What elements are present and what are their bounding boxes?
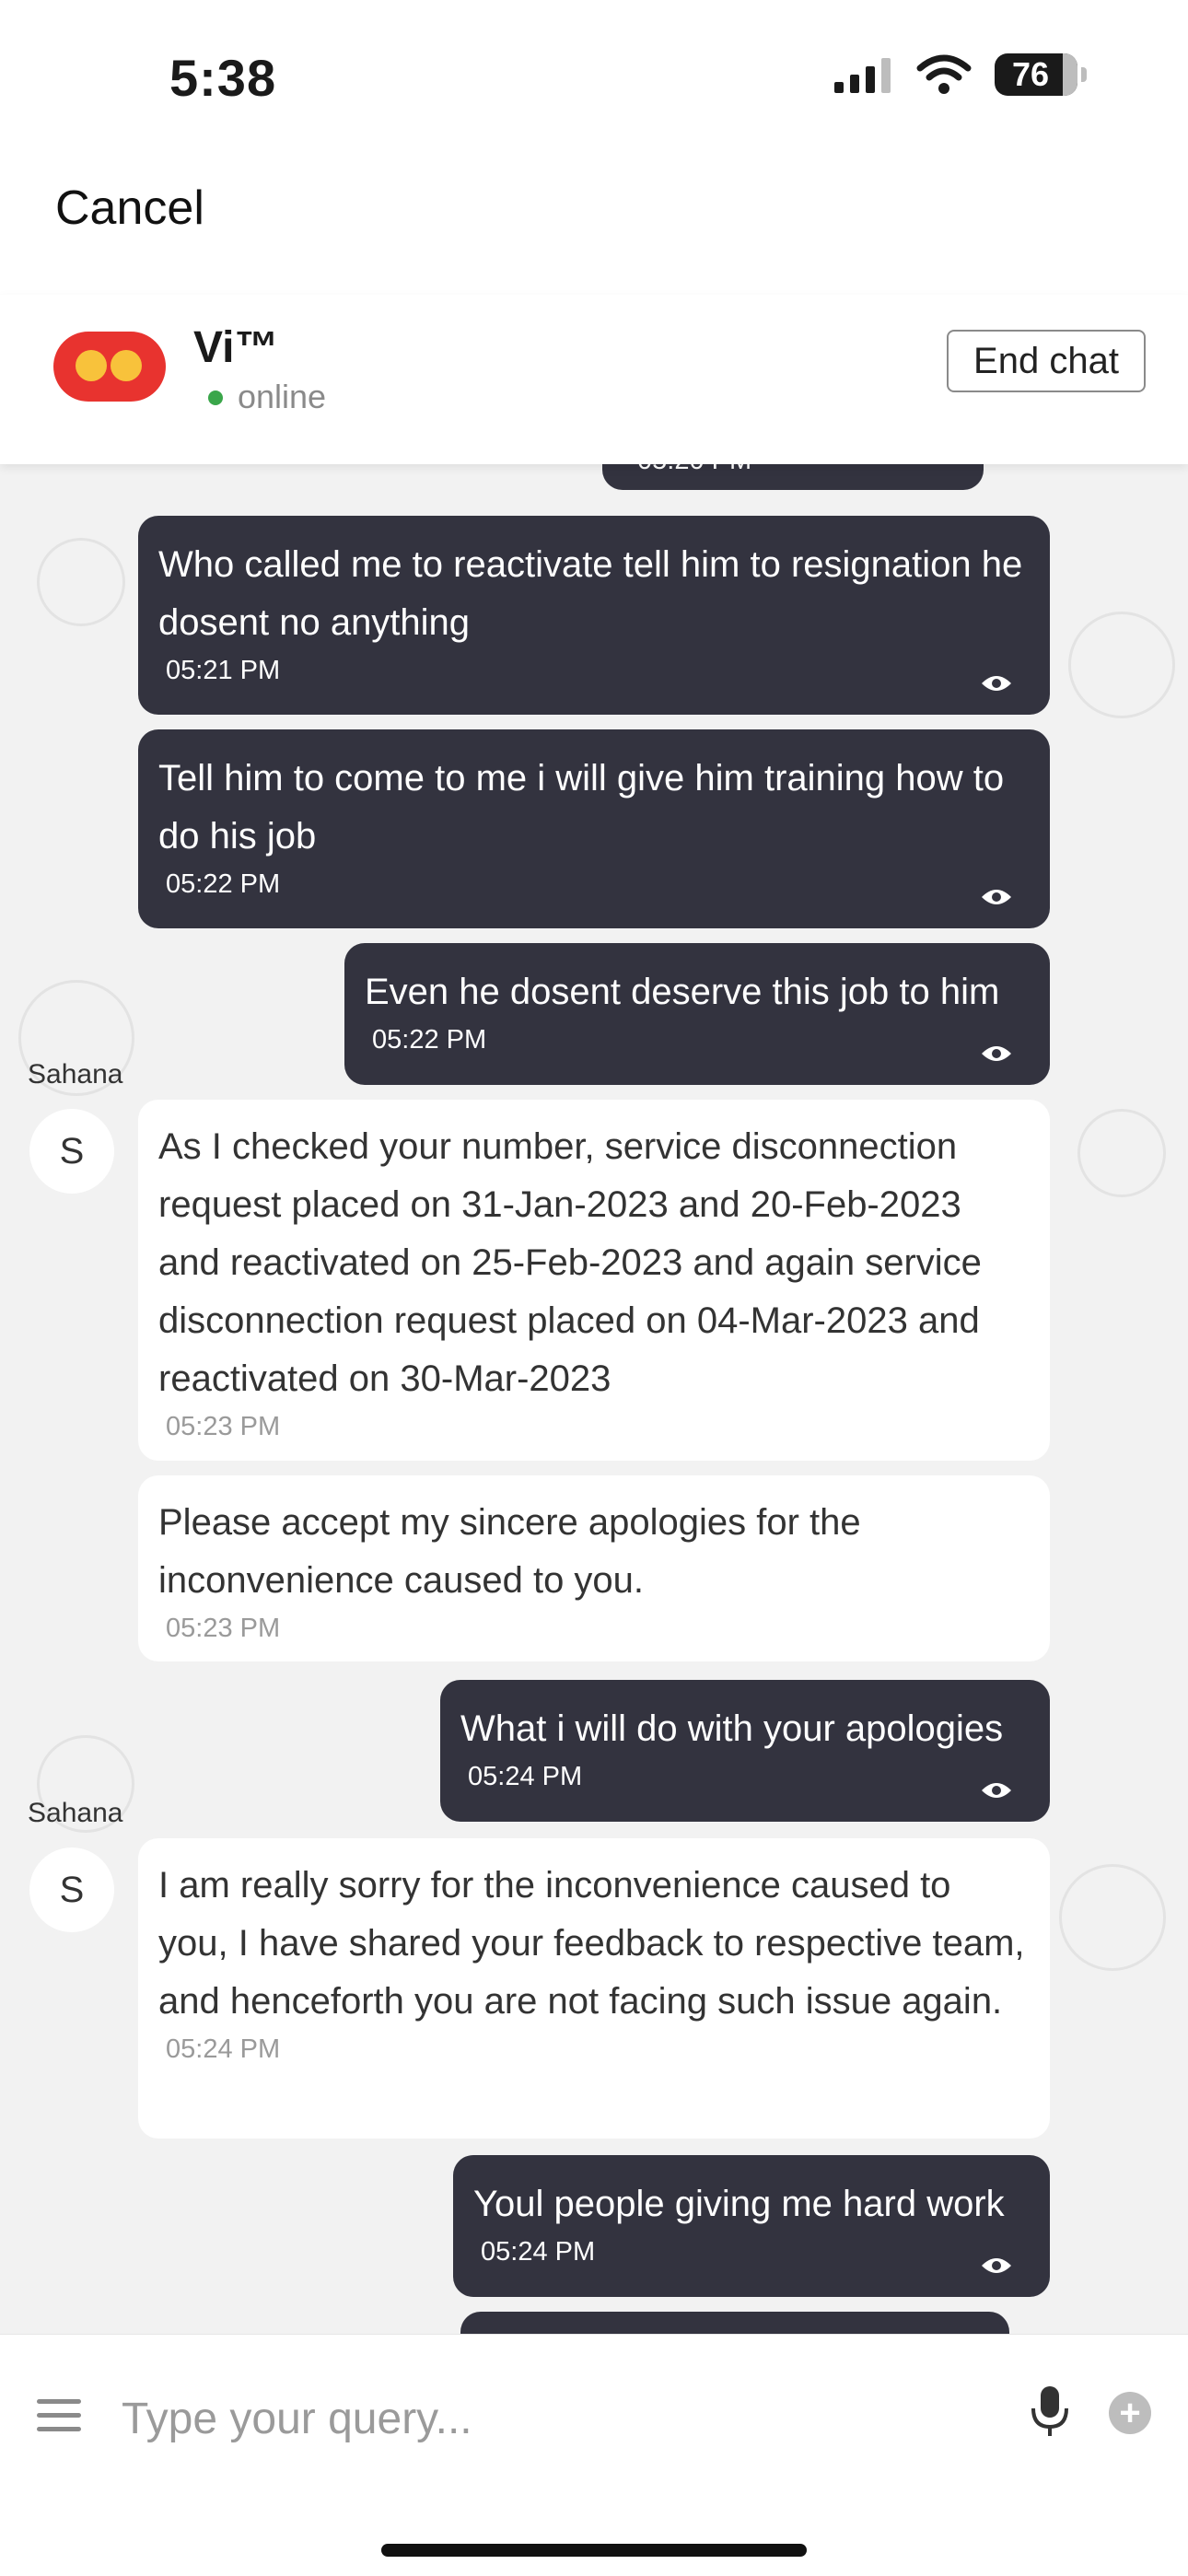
online-status-dot bbox=[208, 390, 223, 405]
message-text: Even he dosent deserve this job to him bbox=[365, 972, 1000, 1012]
message-time: 05:22 PM bbox=[372, 1025, 487, 1055]
microphone-icon[interactable] bbox=[1030, 2384, 1070, 2440]
message-text: Tell him to come to me i will give him training how to do his job bbox=[158, 758, 1005, 857]
message-text: As I checked your number, service disconnection request placed on 31-Jan-2023 and 20-Feb-2023 and reactivated on 25-Feb-2023 and again service disconnection request placed on 04-Mar-2023 and reactivated on 30-Mar-2023 bbox=[158, 1126, 982, 1399]
message-agent bbox=[138, 1838, 1050, 2139]
message-user bbox=[344, 943, 1050, 1085]
background-doodle bbox=[1077, 1109, 1166, 1197]
message-time: 05:24 PM bbox=[481, 2237, 596, 2267]
seen-eye-icon bbox=[980, 672, 1013, 694]
message-user bbox=[138, 729, 1050, 928]
wifi-icon bbox=[917, 55, 971, 94]
add-attachment-icon[interactable]: + bbox=[1109, 2392, 1151, 2434]
seen-eye-icon bbox=[980, 1779, 1013, 1801]
agent-avatar: S bbox=[29, 1847, 114, 1932]
chat-header bbox=[0, 295, 1188, 464]
sender-name: Sahana bbox=[28, 1798, 123, 1828]
message-time: 05:21 PM bbox=[166, 656, 281, 685]
status-time: 5:38 bbox=[169, 49, 277, 107]
background-doodle bbox=[1059, 1864, 1166, 1971]
agent-name: Vi™ bbox=[193, 323, 279, 372]
message-text: What i will do with your apologies bbox=[460, 1708, 1004, 1749]
message-user bbox=[440, 1680, 1050, 1822]
message-agent bbox=[138, 1100, 1050, 1461]
background-doodle bbox=[37, 538, 125, 626]
message-text: Please accept my sincere apologies for the inconvenience caused to you. bbox=[158, 1502, 861, 1601]
battery-icon bbox=[995, 53, 1077, 96]
message-time: 05:23 PM bbox=[166, 1614, 281, 1643]
home-indicator bbox=[381, 2544, 807, 2557]
message-text: Youl people giving me hard work bbox=[473, 2184, 1005, 2224]
cancel-button[interactable]: Cancel bbox=[55, 181, 204, 235]
query-input[interactable] bbox=[120, 2381, 952, 2456]
battery-level: 76 bbox=[1011, 55, 1050, 93]
input-bar bbox=[0, 2334, 1188, 2576]
cellular-signal-icon bbox=[834, 56, 893, 93]
online-status: online bbox=[238, 378, 327, 415]
message-time: 05:23 PM bbox=[166, 1412, 281, 1441]
seen-eye-icon bbox=[980, 1043, 1013, 1065]
message-user bbox=[138, 516, 1050, 715]
seen-eye-icon bbox=[980, 2255, 1013, 2277]
sender-name: Sahana bbox=[28, 1059, 123, 1090]
battery-tip bbox=[1081, 67, 1087, 82]
chat-area[interactable] bbox=[0, 464, 1188, 2334]
message-agent bbox=[138, 1475, 1050, 1661]
message-text: Who called me to reactivate tell him to resignation he dosent no anything bbox=[158, 544, 1023, 643]
message-time: 05:24 PM bbox=[468, 1762, 583, 1791]
message-time: 05:22 PM bbox=[166, 869, 281, 899]
hamburger-menu-icon[interactable] bbox=[37, 2399, 81, 2432]
agent-avatar: S bbox=[29, 1109, 114, 1194]
message-user bbox=[453, 2155, 1050, 2297]
status-icons bbox=[834, 53, 1087, 96]
seen-eye-icon bbox=[980, 886, 1013, 908]
status-bar bbox=[0, 0, 1188, 157]
message-time: 05:24 PM bbox=[166, 2034, 281, 2064]
end-chat-button[interactable]: End chat bbox=[947, 330, 1146, 392]
background-doodle bbox=[1068, 612, 1175, 718]
message-text: I am really sorry for the inconvenience caused to you, I have shared your feedback to respective team, and henceforth you are not facing such issue again. bbox=[158, 1865, 1025, 2022]
vi-logo bbox=[53, 332, 166, 402]
